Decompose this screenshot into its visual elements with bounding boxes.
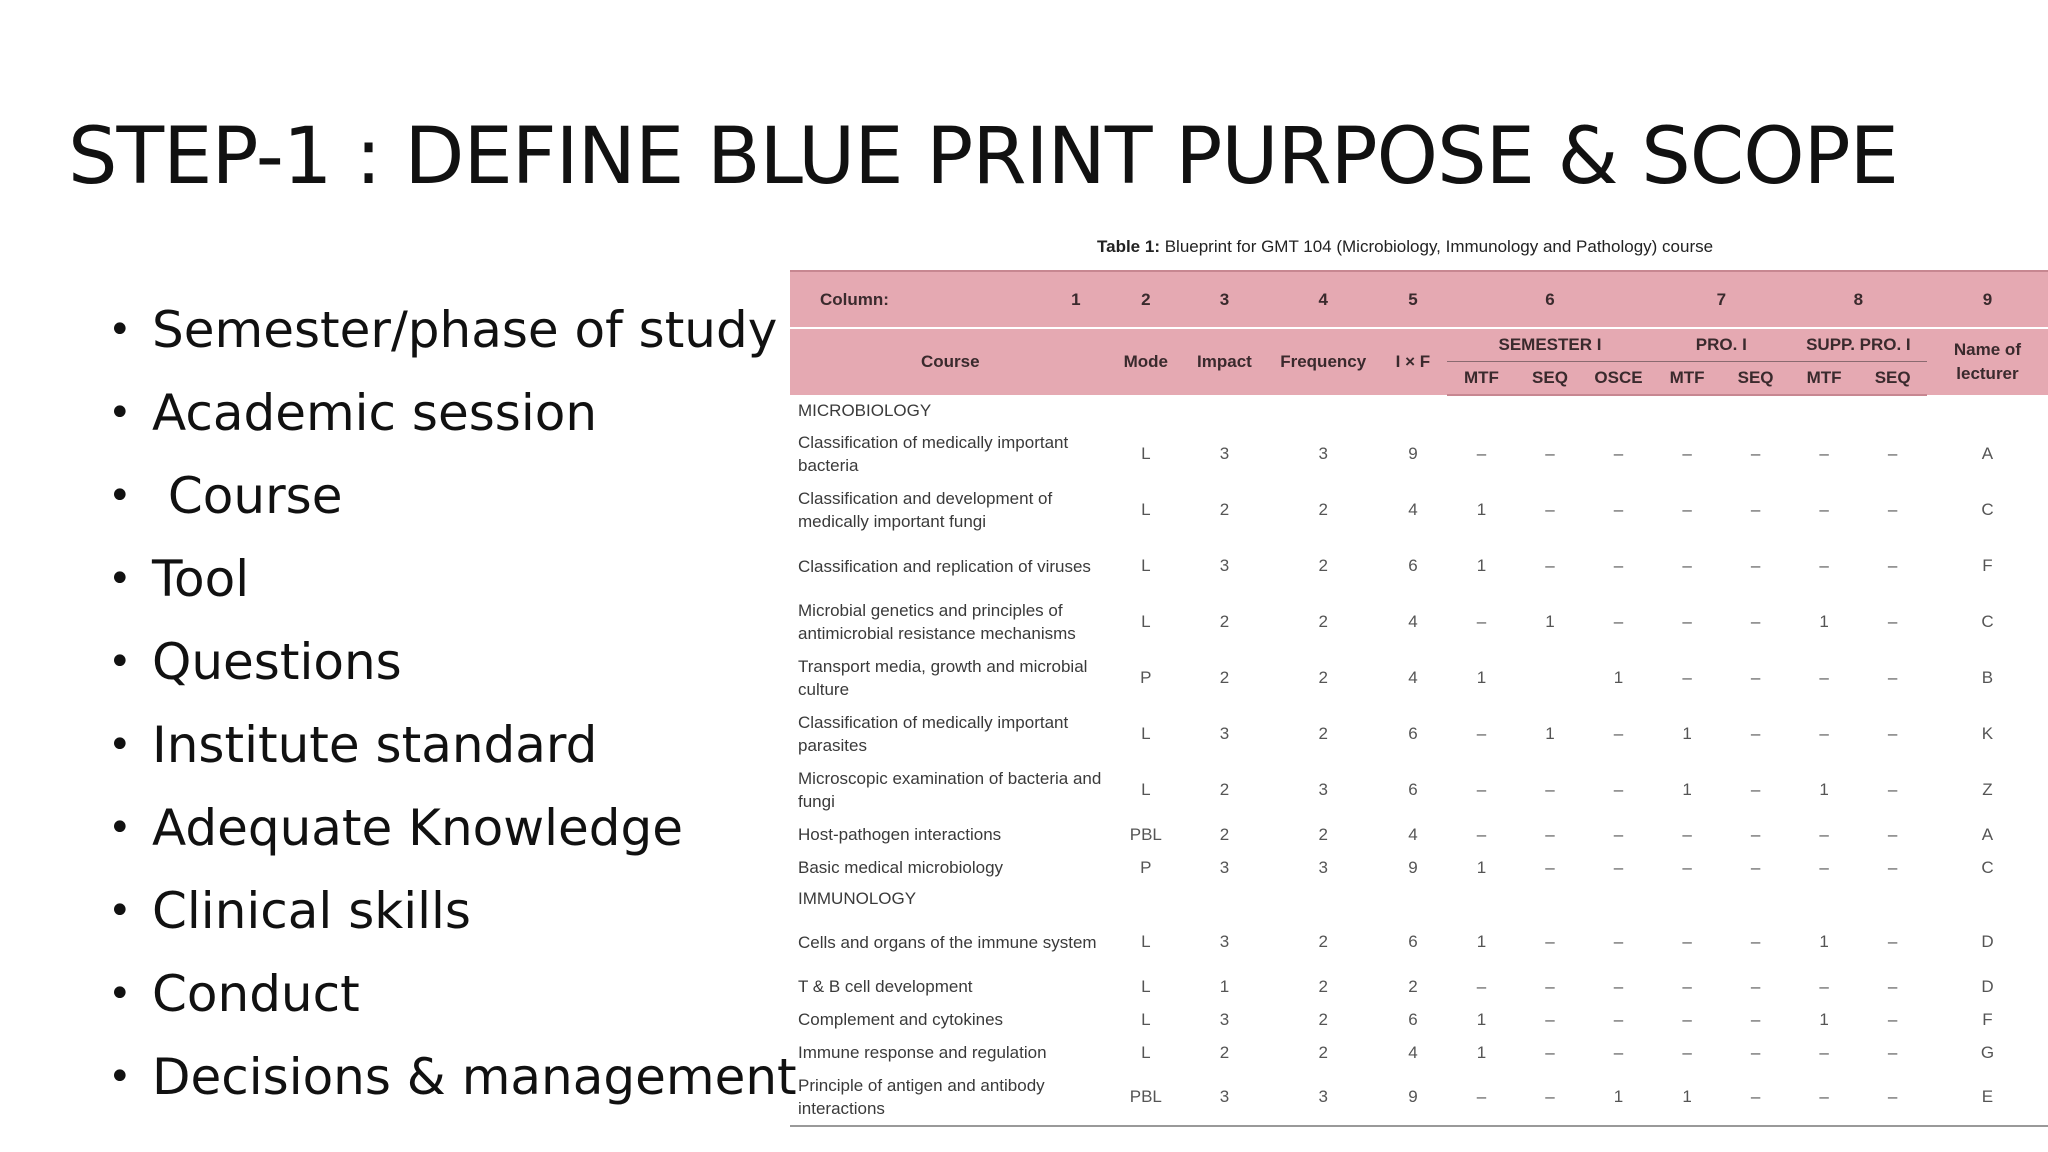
section-label: IMMUNOLOGY — [798, 889, 917, 908]
table-cell: L — [1141, 976, 1151, 996]
table-cell: – — [1750, 556, 1761, 575]
table-cell: – — [1682, 612, 1692, 631]
table-cell: 1 — [1545, 612, 1555, 631]
table-cell: – — [1682, 1042, 1692, 1062]
course-cell: Transport media, growth and microbial culture — [798, 657, 1088, 699]
table-cell: – — [1613, 1042, 1624, 1062]
table-cell: 6 — [1408, 1009, 1418, 1029]
bullet-item — [108, 369, 797, 456]
table-cell: – — [1887, 724, 1898, 743]
table-cell: – — [1476, 824, 1487, 844]
header-semester: SEMESTER I — [1447, 328, 1653, 362]
table-cell: 1 — [1819, 780, 1829, 799]
table-cell: 1 — [1476, 932, 1487, 951]
table-cell: – — [1613, 824, 1624, 844]
bullet-icon: • — [108, 887, 132, 934]
table-cell: G — [1980, 1042, 1995, 1062]
table-cell: 3 — [1318, 444, 1328, 463]
table-cell: – — [1750, 857, 1761, 877]
bullet-icon: • — [108, 970, 132, 1017]
table-cell: 3 — [1318, 780, 1328, 799]
table-cell: – — [1819, 976, 1829, 996]
slide-title: STEP-1 : DEFINE BLUE PRINT PURPOSE & SCOPE — [68, 112, 1898, 202]
table-cell: – — [1887, 668, 1898, 687]
table-cell: – — [1476, 724, 1487, 743]
table-cell: – — [1819, 500, 1829, 519]
table-cell: – — [1682, 824, 1692, 844]
column-number: 2 — [1111, 271, 1182, 328]
table-cell: 4 — [1408, 824, 1418, 844]
table-cell: 2 — [1318, 976, 1328, 996]
bullet-text: Institute standard — [152, 715, 598, 774]
table-cell: 2 — [1318, 724, 1328, 743]
table-cell: F — [1982, 556, 1993, 575]
table-cell: – — [1682, 976, 1692, 996]
bullet-list — [108, 290, 797, 1120]
bullet-item — [108, 286, 797, 373]
table-cell: – — [1545, 976, 1555, 996]
table-cell: 1 — [1653, 1069, 1722, 1126]
table-cell: Z — [1982, 780, 1993, 799]
table-cell — [1516, 650, 1585, 706]
bullet-text: Semester/phase of study — [152, 300, 778, 359]
bullet-item — [108, 784, 797, 871]
table-cell: – — [1887, 444, 1898, 463]
table-cell: 2 — [1318, 500, 1328, 519]
table-cell: D — [1981, 932, 1994, 951]
table-cell: 2 — [1408, 976, 1418, 996]
table-cell: PBL — [1129, 824, 1162, 844]
column-number: 6 — [1447, 271, 1653, 328]
table-cell: 1 — [1476, 1009, 1487, 1029]
course-cell: Principle of antigen and antibody interactions — [790, 1069, 1111, 1126]
bullet-text: Tool — [152, 549, 250, 608]
table-cell: 1 — [1476, 500, 1487, 519]
table-cell: 1 — [1682, 724, 1692, 743]
header-lecturer: Name of lecturer — [1927, 328, 2048, 395]
course-cell: Complement and cytokines — [798, 1010, 1004, 1029]
bullet-icon: • — [108, 804, 132, 851]
header-frequency: Frequency — [1268, 328, 1379, 395]
table-cell: L — [1141, 556, 1151, 575]
section-label: MICROBIOLOGY — [798, 401, 932, 420]
table-cell: – — [1819, 556, 1829, 575]
table-cell: L — [1141, 1042, 1151, 1062]
table-cell: 2 — [1219, 1042, 1230, 1062]
table-cell: 2 — [1318, 612, 1328, 631]
table-cell: 2 — [1219, 668, 1230, 687]
table-cell: 2 — [1318, 668, 1328, 687]
table-cell: – — [1545, 932, 1555, 951]
table-cell: – — [1613, 780, 1624, 799]
course-cell: Classification and replication of viruses — [798, 556, 1091, 576]
table-row — [790, 818, 2048, 851]
table-cell: – — [1819, 668, 1829, 687]
table-cell: – — [1887, 824, 1898, 844]
bullet-item — [108, 1033, 797, 1120]
table-cell: 1 — [1476, 1042, 1487, 1062]
table-cell: – — [1545, 1042, 1555, 1062]
table-cell: – — [1819, 857, 1829, 877]
course-cell: Cells and organs of the immune system — [798, 932, 1097, 952]
table-body — [790, 395, 2048, 1126]
table-row — [790, 650, 2048, 706]
table-row — [790, 538, 2048, 594]
table-row — [790, 914, 2048, 970]
header-impact: Impact — [1181, 328, 1268, 395]
table-cell: – — [1750, 976, 1761, 996]
table-cell: – — [1750, 780, 1761, 799]
table-cell: 9 — [1379, 1069, 1448, 1126]
table-cell: 2 — [1318, 1009, 1328, 1029]
table-cell: 3 — [1268, 1069, 1379, 1126]
header-mtf: MTF — [1653, 362, 1722, 396]
table-cell: 2 — [1318, 824, 1328, 844]
table-cell: – — [1476, 780, 1487, 799]
course-cell: Basic medical microbiology — [798, 858, 1004, 877]
table-cell: 1 — [1476, 556, 1487, 575]
table-cell: 1 — [1545, 724, 1555, 743]
bullet-icon: • — [108, 555, 132, 602]
table-cell: – — [1887, 780, 1898, 799]
header-seq: SEQ — [1858, 362, 1927, 396]
table-cell: 2 — [1219, 824, 1230, 844]
bullet-item — [108, 701, 797, 788]
table-cell: – — [1545, 857, 1555, 877]
table-cell: L — [1141, 500, 1151, 519]
table-cell: – — [1858, 1069, 1927, 1126]
bullet-text: Decisions & management — [152, 1047, 797, 1106]
table-cell: – — [1545, 500, 1555, 519]
course-cell: Classification and development of medically important fungi — [798, 489, 1053, 531]
table-cell: 3 — [1181, 1069, 1268, 1126]
table-cell: – — [1613, 444, 1624, 463]
column-label: Column: 1 — [790, 271, 1111, 328]
table-cell: – — [1545, 1009, 1555, 1029]
table-cell: – — [1545, 780, 1555, 799]
table-section-row — [790, 395, 2048, 426]
table-section-row — [790, 884, 2048, 914]
course-cell: Microbial genetics and principles of antimicrobial resistance mechanisms — [798, 601, 1076, 643]
table-cell: 3 — [1219, 932, 1230, 951]
table-cell: – — [1613, 556, 1624, 575]
table-cell: – — [1819, 444, 1829, 463]
table-cell: – — [1613, 612, 1624, 631]
bullet-item — [108, 535, 797, 622]
table-cell: – — [1887, 1009, 1898, 1029]
column-number: 8 — [1790, 271, 1927, 328]
table-cell: – — [1750, 724, 1761, 743]
bullet-text: Course — [152, 466, 343, 525]
table-cell: 3 — [1219, 1009, 1230, 1029]
table-cell: 1 — [1476, 668, 1487, 687]
column-number: 3 — [1181, 271, 1268, 328]
bullet-icon: • — [108, 1053, 132, 1100]
table-cell: 3 — [1219, 857, 1230, 877]
table-cell: – — [1819, 824, 1829, 844]
table-row — [790, 1003, 2048, 1036]
table-cell: L — [1141, 444, 1151, 463]
table-caption — [1097, 237, 1713, 257]
table-cell: 1 — [1613, 668, 1624, 687]
header-ixf: I × F — [1379, 328, 1448, 395]
table-cell: L — [1141, 612, 1151, 631]
table-cell: 2 — [1219, 612, 1230, 631]
table-cell: – — [1790, 1069, 1859, 1126]
course-cell: Immune response and regulation — [798, 1043, 1047, 1062]
table-row — [790, 706, 2048, 762]
table-cell: E — [1927, 1069, 2048, 1126]
table-cell: – — [1750, 1042, 1761, 1062]
table-cell: P — [1140, 668, 1152, 687]
bullet-text: Academic session — [152, 383, 598, 442]
table-cell: – — [1613, 500, 1624, 519]
table-cell: – — [1887, 857, 1898, 877]
table-cell: 2 — [1318, 556, 1328, 575]
table-cell: L — [1141, 1009, 1151, 1029]
header-seq: SEQ — [1721, 362, 1790, 396]
column-number: 9 — [1927, 271, 2048, 328]
table-cell: – — [1819, 1042, 1829, 1062]
table-row — [790, 762, 2048, 818]
table-cell: – — [1613, 857, 1624, 877]
header-pro: PRO. I — [1653, 328, 1790, 362]
table-cell: – — [1750, 1009, 1761, 1029]
table-cell: – — [1613, 932, 1624, 951]
table-cell: C — [1981, 500, 1994, 519]
table-cell: 2 — [1318, 932, 1328, 951]
table-cell: 6 — [1408, 780, 1418, 799]
table-cell: 1 — [1476, 857, 1487, 877]
table-cell: D — [1981, 976, 1994, 996]
blueprint-table-container — [790, 270, 2048, 1127]
table-cell: – — [1887, 1042, 1898, 1062]
table-cell: PBL — [1111, 1069, 1182, 1126]
bullet-icon: • — [108, 472, 132, 519]
column-number: 5 — [1379, 271, 1448, 328]
bullet-item — [108, 618, 797, 705]
table-cell: – — [1750, 500, 1761, 519]
table-cell: – — [1545, 824, 1555, 844]
table-row — [790, 851, 2048, 884]
table-cell: – — [1887, 500, 1898, 519]
table-cell: 4 — [1408, 500, 1418, 519]
table-cell: L — [1141, 780, 1151, 799]
bullet-item — [108, 867, 797, 954]
table-cell: A — [1981, 444, 1994, 463]
table-cell: – — [1545, 556, 1555, 575]
table-cell: – — [1887, 556, 1898, 575]
table-cell: 9 — [1408, 857, 1418, 877]
table-cell: – — [1545, 444, 1555, 463]
table-cell: 3 — [1219, 556, 1230, 575]
column-number: 7 — [1653, 271, 1790, 328]
table-cell: – — [1682, 668, 1692, 687]
table-cell: – — [1750, 444, 1761, 463]
table-cell: 1 — [1219, 976, 1230, 996]
table-cell: – — [1682, 932, 1692, 951]
table-cell: – — [1682, 556, 1692, 575]
table-cell: – — [1682, 444, 1692, 463]
course-cell: Classification of medically important bacteria — [798, 433, 1069, 475]
table-cell: – — [1613, 724, 1624, 743]
table-cell: – — [1887, 932, 1898, 951]
table-cell: C — [1981, 612, 1994, 631]
blueprint-table — [790, 270, 2048, 1127]
header-supp-pro: SUPP. PRO. I — [1790, 328, 1927, 362]
course-cell: Microscopic examination of bacteria and fungi — [798, 769, 1102, 811]
table-cell: 6 — [1408, 724, 1418, 743]
table-cell: – — [1682, 857, 1692, 877]
table-cell: – — [1682, 1009, 1692, 1029]
table-cell: B — [1981, 668, 1994, 687]
course-cell: T & B cell development — [798, 977, 973, 996]
table-cell: 2 — [1219, 500, 1230, 519]
table-row — [790, 970, 2048, 1003]
header-osce: OSCE — [1584, 362, 1653, 396]
table-cell: – — [1516, 1069, 1585, 1126]
table-row — [790, 1036, 2048, 1069]
table-cell: K — [1981, 724, 1994, 743]
table-cell: – — [1887, 612, 1898, 631]
table-cell: – — [1721, 1069, 1790, 1126]
table-cell: – — [1476, 444, 1487, 463]
table-cell: – — [1613, 1009, 1624, 1029]
table-cell: – — [1476, 976, 1487, 996]
table-cell: 4 — [1408, 668, 1418, 687]
table-cell: – — [1887, 976, 1898, 996]
table-cell: 9 — [1408, 444, 1418, 463]
table-row — [790, 1069, 2048, 1126]
table-cell: P — [1140, 857, 1152, 877]
table-cell: – — [1476, 612, 1487, 631]
table-cell: – — [1819, 724, 1829, 743]
table-cell: 6 — [1408, 932, 1418, 951]
bullet-icon: • — [108, 306, 132, 353]
header-group-row — [790, 328, 2048, 362]
table-cell: – — [1750, 824, 1761, 844]
bullet-text: Clinical skills — [152, 881, 471, 940]
table-cell: F — [1982, 1009, 1993, 1029]
table-cell: 1 — [1682, 780, 1692, 799]
table-cell: L — [1141, 724, 1151, 743]
table-cell: – — [1682, 500, 1692, 519]
column-number-row — [790, 271, 2048, 328]
table-cell: – — [1750, 668, 1761, 687]
table-caption-label: Table 1: — [1097, 237, 1160, 256]
header-mtf: MTF — [1790, 362, 1859, 396]
bullet-item — [108, 950, 797, 1037]
table-cell: 4 — [1408, 1042, 1418, 1062]
bullet-item — [108, 452, 797, 539]
table-cell: 3 — [1318, 857, 1328, 877]
table-cell: 2 — [1219, 780, 1230, 799]
table-cell: – — [1613, 976, 1624, 996]
header-seq: SEQ — [1516, 362, 1585, 396]
bullet-icon: • — [108, 389, 132, 436]
header-mtf: MTF — [1447, 362, 1516, 396]
table-cell: A — [1981, 824, 1994, 844]
bullet-icon: • — [108, 721, 132, 768]
column-number: 4 — [1268, 271, 1379, 328]
table-row — [790, 426, 2048, 482]
column-number: 1 — [1071, 289, 1081, 309]
table-cell: 1 — [1584, 1069, 1653, 1126]
header-course: Course — [790, 328, 1111, 395]
table-cell: 3 — [1219, 444, 1230, 463]
table-cell: 4 — [1408, 612, 1418, 631]
header-mode: Mode — [1111, 328, 1182, 395]
bullet-icon: • — [108, 638, 132, 685]
table-cell: – — [1750, 612, 1761, 631]
table-cell: 1 — [1819, 1009, 1829, 1029]
course-cell: Host-pathogen interactions — [798, 825, 1002, 844]
table-cell: – — [1447, 1069, 1516, 1126]
table-cell: – — [1750, 932, 1761, 951]
table-row — [790, 594, 2048, 650]
table-cell: 1 — [1819, 932, 1829, 951]
table-row — [790, 482, 2048, 538]
bullet-text: Questions — [152, 632, 402, 691]
table-cell: 1 — [1819, 612, 1829, 631]
table-cell: 2 — [1318, 1042, 1328, 1062]
table-cell: 3 — [1219, 724, 1230, 743]
table-cell: 6 — [1408, 556, 1418, 575]
table-cell: L — [1141, 932, 1151, 951]
table-cell: C — [1981, 857, 1994, 877]
table-caption-text: Blueprint for GMT 104 (Microbiology, Immunology and Pathology) course — [1159, 237, 1714, 256]
bullet-text: Conduct — [152, 964, 360, 1023]
course-cell: Classification of medically important parasites — [798, 713, 1069, 755]
bullet-text: Adequate Knowledge — [152, 798, 684, 857]
